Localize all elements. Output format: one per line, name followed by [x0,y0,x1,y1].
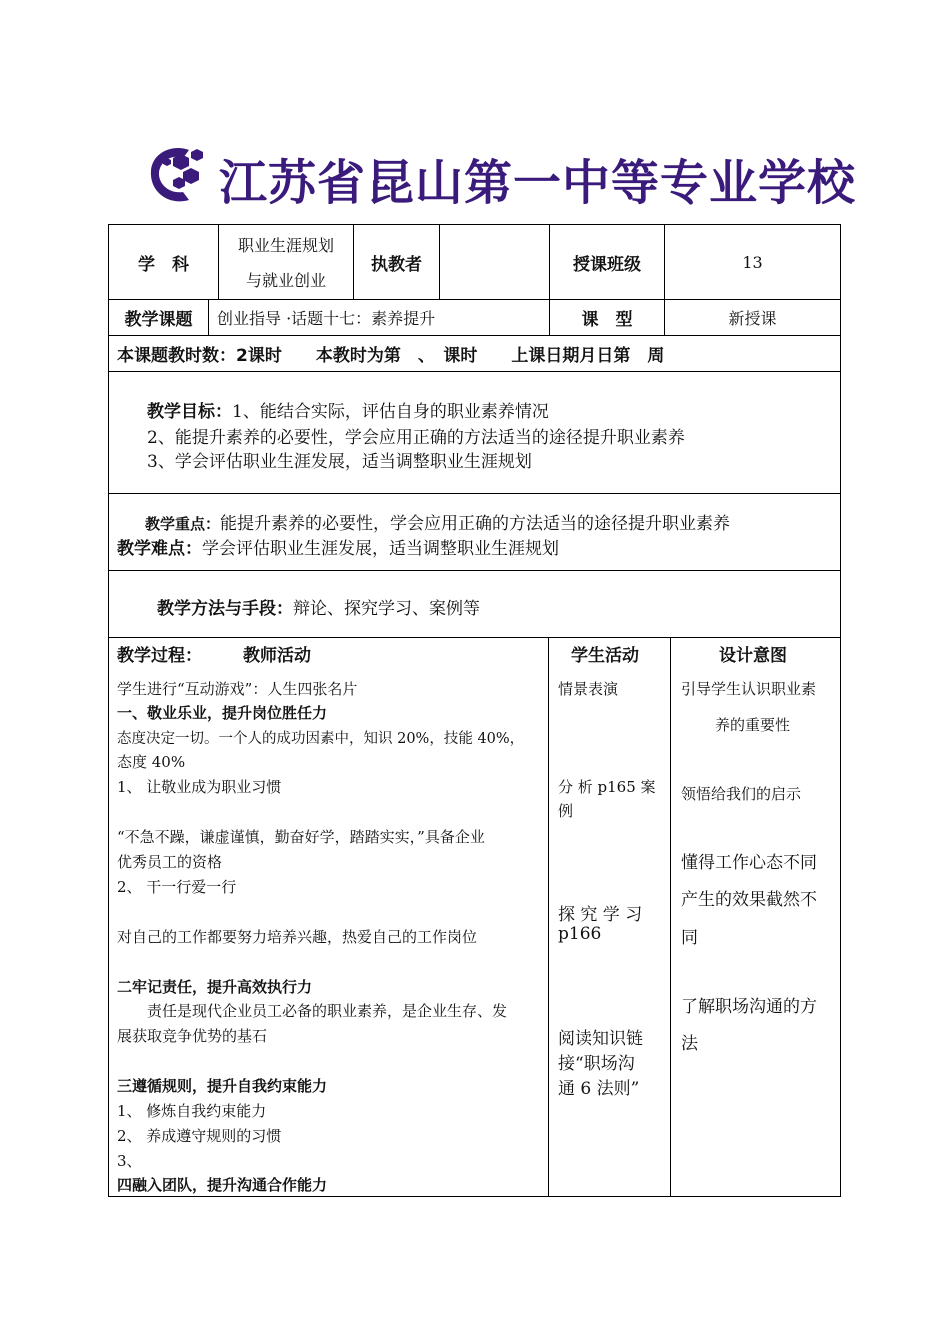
teacher-line: 2、 养成遵守规则的习惯 [117,1127,282,1145]
goals-label: 教学目标： [147,402,232,422]
design-item: 了解职场沟通的方 [681,997,817,1017]
row-focus [109,493,840,570]
difficult-text: 学会评估职业生涯发展，适当调整职业生涯规划 [202,539,559,559]
method-label: 教学方法与手段： [157,599,293,619]
teacher-line-heading: 三遵循规则，提升自我约束能力 [117,1077,328,1095]
key-text: 能提升素养的必要性，学会应用正确的方法适当的途径提升职业素养 [220,514,731,534]
goals-line1-text: 1、能结合实际，评估自身的职业素养情况 [232,402,549,422]
student-item: 分 析 p165 案 [558,778,656,796]
method-text: 辩论、探究学习、案例等 [293,599,480,619]
student-item: 情景表演 [558,680,619,698]
goals-line2: 2、能提升素养的必要性，学会应用正确的方法适当的途径提升职业素养 [147,428,685,448]
subject-value-line2: 与就业创业 [245,271,326,290]
design-intent-column [670,638,840,1196]
subject-value [218,225,353,299]
student-item: 阅读知识链 [558,1029,643,1049]
process-header-label: 教学过程： [117,646,202,666]
difficult-label: 教学难点： [117,539,202,559]
teacher-line-heading: 一、敬业乐业，提升岗位胜任力 [117,704,328,722]
teacher-line-heading: 四融入团队，提升沟通合作能力 [117,1176,328,1194]
goals-line3: 3、学会评估职业生涯发展，适当调整职业生涯规划 [147,452,532,472]
design-item: 养的重要性 [715,716,791,734]
student-item: 例 [558,802,574,820]
row-hours [109,335,840,371]
key-point [145,509,730,534]
topic-label: 教学课题 [124,310,193,330]
teacher-value [439,225,549,299]
row-subject [109,225,840,299]
lesson-plan-table [108,224,841,1197]
teacher-line: “不急不躁，谦虚谨慎，勤奋好学，踏踏实实，”具备企业 [117,828,485,846]
design-item: 法 [681,1034,698,1054]
school-header [143,140,863,211]
school-logo-icon [143,140,209,206]
teacher-line: 责任是现代企业员工必备的职业素养，是企业生存、发 [117,1002,508,1020]
type-value: 新授课 [664,300,840,335]
teacher-line: 1、 修炼自我约束能力 [117,1102,267,1120]
teacher-line: 3、 [117,1152,142,1170]
subject-value-line1: 职业生涯规划 [237,236,334,255]
student-activity-column [548,638,670,1196]
teacher-line: 态度 40% [117,753,186,771]
teacher-line: 态度决定一切。一个人的成功因素中，知识 20%，技能 40%， [117,731,525,747]
key-label: 教学重点： [145,515,221,533]
student-item: 通 6 法则” [558,1079,640,1099]
class-value: 13 [664,225,840,299]
student-item: 探 究 学 习 [558,905,643,925]
design-item: 懂得工作心态不同 [681,853,817,873]
hours-line: 本课题教时数：2课时 本教时为第 、 课时 上课日期月日第 周 [117,346,665,366]
design-item: 同 [681,928,698,948]
teacher-line: 对自己的工作都要努力培养兴趣，热爱自己的工作岗位 [117,928,478,946]
teacher-label: 执教者 [353,225,439,299]
teacher-line: 2、 干一行爱一行 [117,878,237,896]
design-intent-header: 设计意图 [719,646,787,666]
student-activity-header: 学生活动 [571,646,639,666]
design-item: 领悟给我们的启示 [681,785,802,803]
student-item: p166 [558,924,602,944]
difficult-point [117,534,559,559]
teacher-activity-column [109,638,548,1196]
teacher-line: 1、 让敬业成为职业习惯 [117,778,282,796]
topic-value: 创业指导 ·话题十七：素养提升 [208,300,549,335]
teacher-activity-header: 教师活动 [243,646,311,666]
student-item: 接“职场沟 [558,1054,635,1074]
teacher-line: 优秀员工的资格 [117,853,223,871]
row-method [109,570,840,637]
row-process [109,637,840,1196]
subject-label: 学 科 [138,254,189,275]
design-item: 产生的效果截然不 [681,890,817,910]
teacher-line-heading: 二牢记责任，提升高效执行力 [117,978,313,996]
row-topic [109,299,840,335]
teacher-line: 展获取竞争优势的基石 [117,1027,268,1045]
method-line [157,594,480,619]
teacher-line: 学生进行“互动游戏”：人生四张名片 [117,680,358,698]
row-goals [109,371,840,493]
goals-line1 [147,397,549,422]
type-label: 课 型 [549,300,664,335]
class-label: 授课班级 [549,225,664,299]
school-name: 江苏省昆山第一中等专业学校 [219,155,857,211]
design-item: 引导学生认识职业素 [681,680,817,698]
